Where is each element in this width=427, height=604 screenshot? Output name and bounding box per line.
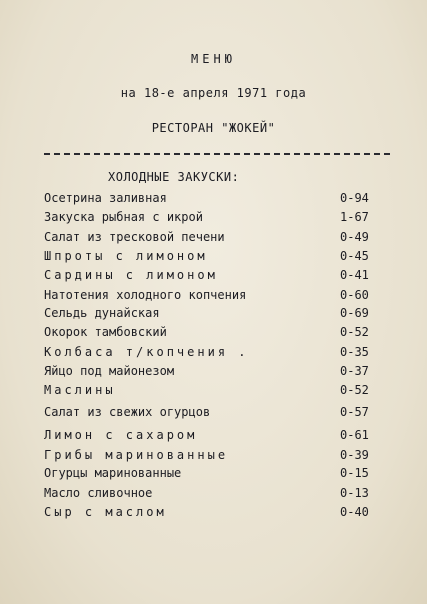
- menu-item: [0, 466, 427, 484]
- menu-item: [0, 210, 427, 228]
- menu-item: [0, 249, 427, 267]
- menu-item-price: 0-39: [340, 448, 369, 462]
- menu-item-name: Шпроты с лимоном: [44, 249, 208, 263]
- menu-item-name: Лимон с сахаром: [44, 428, 198, 442]
- menu-item-name: Яйцо под майонезом: [44, 364, 175, 378]
- menu-item-name: Сыр с маслом: [44, 505, 167, 519]
- menu-item-price: 1-67: [340, 210, 369, 224]
- menu-item: [0, 448, 427, 466]
- menu-item: [0, 383, 427, 401]
- menu-item-price: 0-35: [340, 345, 369, 359]
- menu-item-name: Салат из тресковой печени: [44, 230, 225, 244]
- menu-item: [0, 486, 427, 504]
- menu-item: [0, 364, 427, 382]
- menu-item-name: Окорок тамбовский: [44, 325, 167, 339]
- menu-item-name: Колбаса т/копчения .: [44, 345, 249, 359]
- menu-item: [0, 288, 427, 306]
- menu-item-price: 0-52: [340, 383, 369, 397]
- menu-item-name: Сельдь дунайская: [44, 306, 160, 320]
- menu-item-price: 0-69: [340, 306, 369, 320]
- menu-item: [0, 268, 427, 286]
- menu-item-name: Сардины с лимоном: [44, 268, 218, 282]
- menu-item-name: Натотения холодного копчения: [44, 288, 247, 302]
- menu-item: [0, 306, 427, 324]
- menu-item-price: 0-13: [340, 486, 369, 500]
- menu-item-price: 0-37: [340, 364, 369, 378]
- menu-item-name: Масло сливочное: [44, 486, 153, 500]
- menu-item-price: 0-57: [340, 405, 369, 419]
- menu-item-name: Грибы маринованные: [44, 448, 229, 462]
- menu-item-name: Закуска рыбная с икрой: [44, 210, 203, 224]
- menu-item-name: Огурцы маринованные: [44, 466, 182, 480]
- menu-item-price: 0-15: [340, 466, 369, 480]
- restaurant-name: РЕСТОРАН "ЖОКЕЙ": [151, 121, 276, 135]
- menu-item-price: 0-60: [340, 288, 369, 302]
- menu-title: МЕНЮ: [191, 52, 236, 66]
- menu-item-name: Салат из свежих огурцов: [44, 405, 211, 419]
- menu-item-name: Осетрина заливная: [44, 191, 167, 205]
- menu-item-price: 0-45: [340, 249, 369, 263]
- menu-item: [0, 230, 427, 248]
- menu-item: [0, 505, 427, 523]
- menu-date: на 18-е апреля 1971 года: [120, 86, 307, 100]
- menu-item: [0, 428, 427, 446]
- section-title: ХОЛОДНЫЕ ЗАКУСКИ:: [108, 170, 240, 184]
- menu-item: [0, 405, 427, 423]
- menu-item-name: Маслины: [44, 383, 116, 397]
- menu-item: [0, 325, 427, 343]
- menu-item: [0, 345, 427, 363]
- menu-item-price: 0-49: [340, 230, 369, 244]
- menu-item-price: 0-61: [340, 428, 369, 442]
- menu-item-price: 0-52: [340, 325, 369, 339]
- menu-item-price: 0-41: [340, 268, 369, 282]
- menu-item-price: 0-94: [340, 191, 369, 205]
- menu-item-price: 0-40: [340, 505, 369, 519]
- menu-item: [0, 191, 427, 209]
